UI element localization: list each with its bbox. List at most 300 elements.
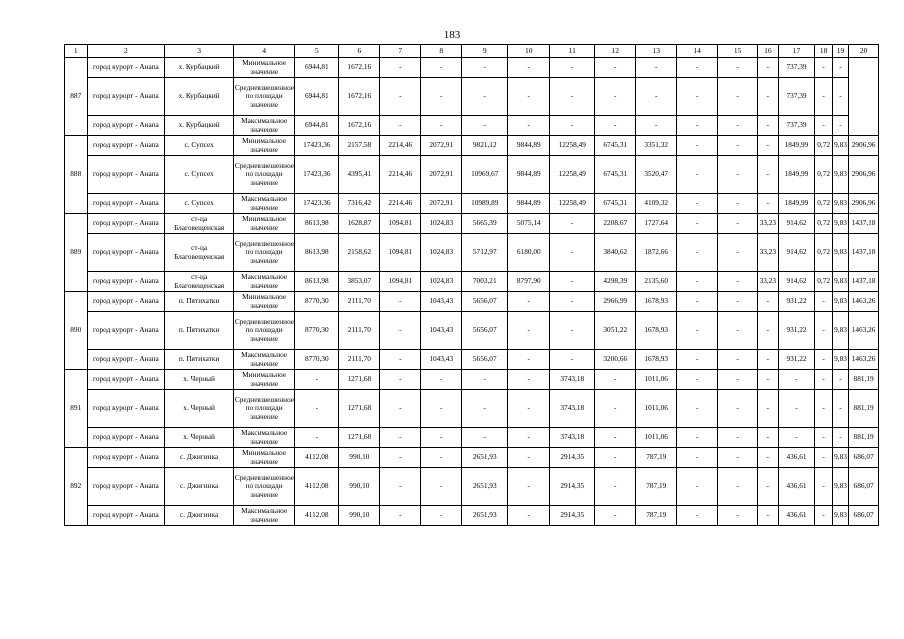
value-cell: - xyxy=(758,350,778,370)
value-cell: 4395,41 xyxy=(339,156,380,194)
value-cell: - xyxy=(718,156,758,194)
table-row xyxy=(65,370,879,390)
value-cell: 787,19 xyxy=(636,448,677,468)
value-type-cell: Средневзвешенное по площади значение xyxy=(233,234,294,272)
column-header: 6 xyxy=(339,45,380,58)
value-cell: - xyxy=(380,428,421,448)
value-cell: - xyxy=(758,58,778,78)
column-header: 7 xyxy=(380,45,421,58)
value-cell: - xyxy=(550,116,595,136)
settlement-cell: п. Пятихатки xyxy=(165,292,234,312)
page-number: 183 xyxy=(443,29,461,41)
value-cell: - xyxy=(550,234,595,272)
value-cell: 0,72 xyxy=(815,272,832,292)
value-cell: 1872,66 xyxy=(636,234,677,272)
value-cell: - xyxy=(718,390,758,428)
value-cell: 2906,96 xyxy=(849,194,879,214)
value-cell: 2214,46 xyxy=(380,156,421,194)
municipality-cell: город курорт - Анапа xyxy=(87,58,165,78)
value-cell: - xyxy=(758,116,778,136)
value-cell: 8613,98 xyxy=(295,272,339,292)
value-cell: 5656,07 xyxy=(462,350,508,370)
value-cell: 990,10 xyxy=(339,468,380,506)
value-cell: - xyxy=(550,272,595,292)
value-cell: - xyxy=(550,350,595,370)
value-cell: 4112,08 xyxy=(295,506,339,526)
value-cell: 1727,64 xyxy=(636,214,677,234)
value-cell: - xyxy=(718,272,758,292)
value-cell: 1678,93 xyxy=(636,350,677,370)
value-cell: - xyxy=(758,390,778,428)
value-cell: 2906,96 xyxy=(849,156,879,194)
column-header: 5 xyxy=(295,45,339,58)
value-cell: - xyxy=(508,312,550,350)
value-cell: 3743,18 xyxy=(550,428,595,448)
value-cell: - xyxy=(832,116,848,136)
settlement-cell: х. Черный xyxy=(165,428,234,448)
value-cell: - xyxy=(595,116,636,136)
value-cell: 1437,18 xyxy=(849,234,879,272)
value-cell: - xyxy=(380,78,421,116)
value-cell: 2966,99 xyxy=(595,292,636,312)
value-cell: 6745,31 xyxy=(595,156,636,194)
value-type-cell: Средневзвешенное по площади значение xyxy=(233,468,294,506)
settlement-cell: х. Курбацкий xyxy=(165,58,234,78)
value-cell: - xyxy=(421,428,462,448)
settlement-cell: х. Черный xyxy=(165,370,234,390)
value-cell: - xyxy=(550,78,595,116)
value-type-cell: Минимальное значение xyxy=(233,448,294,468)
value-cell: 9,83 xyxy=(832,136,848,156)
value-cell: - xyxy=(718,58,758,78)
value-cell: - xyxy=(677,370,718,390)
value-cell: - xyxy=(380,312,421,350)
value-cell: - xyxy=(815,58,832,78)
value-cell: 3743,18 xyxy=(550,390,595,428)
value-cell: 1043,43 xyxy=(421,292,462,312)
value-cell: 881,19 xyxy=(849,428,879,448)
value-cell: - xyxy=(718,116,758,136)
value-cell: 9,83 xyxy=(832,448,848,468)
value-cell: 931,22 xyxy=(778,292,815,312)
value-cell: 2135,60 xyxy=(636,272,677,292)
value-cell: - xyxy=(778,428,815,448)
value-cell: - xyxy=(677,390,718,428)
value-cell: - xyxy=(758,506,778,526)
value-cell: - xyxy=(677,214,718,234)
value-cell: 17423,36 xyxy=(295,156,339,194)
value-cell: - xyxy=(508,390,550,428)
value-cell: 2208,67 xyxy=(595,214,636,234)
value-cell: 9844,89 xyxy=(508,156,550,194)
value-cell: 1849,99 xyxy=(778,136,815,156)
settlement-cell: ст-ца Благовещенская xyxy=(165,234,234,272)
value-cell: 2111,70 xyxy=(339,312,380,350)
value-cell: 8613,98 xyxy=(295,214,339,234)
value-cell: - xyxy=(380,448,421,468)
value-cell: - xyxy=(832,390,848,428)
value-cell: 2072,91 xyxy=(421,194,462,214)
value-cell: 2072,91 xyxy=(421,136,462,156)
value-cell: - xyxy=(758,312,778,350)
municipality-cell: город курорт - Анапа xyxy=(87,214,165,234)
value-type-cell: Максимальное значение xyxy=(233,506,294,526)
value-cell: - xyxy=(550,58,595,78)
value-cell: - xyxy=(380,350,421,370)
value-cell: 1043,43 xyxy=(421,312,462,350)
value-cell: 3520,47 xyxy=(636,156,677,194)
settlement-cell: х. Курбацкий xyxy=(165,116,234,136)
value-cell: - xyxy=(380,370,421,390)
value-cell: - xyxy=(758,78,778,116)
municipality-cell: город курорт - Анапа xyxy=(87,116,165,136)
value-cell: - xyxy=(421,58,462,78)
value-cell: - xyxy=(508,78,550,116)
value-cell: 1849,99 xyxy=(778,156,815,194)
record-number-cell: 887 xyxy=(65,58,88,136)
value-cell: - xyxy=(508,58,550,78)
value-cell: 9844,89 xyxy=(508,194,550,214)
value-type-cell: Минимальное значение xyxy=(233,136,294,156)
column-header: 14 xyxy=(677,45,718,58)
value-cell: 1437,18 xyxy=(849,214,879,234)
municipality-cell: город курорт - Анапа xyxy=(87,350,165,370)
value-cell: - xyxy=(718,428,758,448)
settlement-cell: с. Джигинка xyxy=(165,448,234,468)
value-cell: 1849,99 xyxy=(778,194,815,214)
record-number-cell: 888 xyxy=(65,136,88,214)
value-cell: 1672,16 xyxy=(339,78,380,116)
value-cell: - xyxy=(677,292,718,312)
value-cell: - xyxy=(718,136,758,156)
value-cell: - xyxy=(462,58,508,78)
value-cell: 6944,81 xyxy=(295,78,339,116)
value-cell: - xyxy=(832,428,848,448)
value-type-cell: Средневзвешенное по площади значение xyxy=(233,78,294,116)
value-cell: 10989,89 xyxy=(462,194,508,214)
value-cell: - xyxy=(462,116,508,136)
value-cell: 33,23 xyxy=(758,234,778,272)
record-number-cell: 891 xyxy=(65,370,88,448)
value-cell: 0,72 xyxy=(815,214,832,234)
value-cell: 2651,93 xyxy=(462,506,508,526)
value-cell: 737,39 xyxy=(778,116,815,136)
column-header: 15 xyxy=(718,45,758,58)
value-cell: 1463,26 xyxy=(849,312,879,350)
value-type-cell: Минимальное значение xyxy=(233,58,294,78)
value-cell: - xyxy=(295,390,339,428)
value-cell: 737,39 xyxy=(778,78,815,116)
value-type-cell: Минимальное значение xyxy=(233,292,294,312)
value-cell: - xyxy=(550,214,595,234)
value-cell: - xyxy=(677,116,718,136)
value-cell: - xyxy=(718,194,758,214)
municipality-cell: город курорт - Анапа xyxy=(87,272,165,292)
value-cell: - xyxy=(508,370,550,390)
table-row xyxy=(65,448,879,468)
value-cell: - xyxy=(677,234,718,272)
value-cell: 686,07 xyxy=(849,506,879,526)
value-cell: 1437,18 xyxy=(849,272,879,292)
value-cell: 10969,67 xyxy=(462,156,508,194)
value-cell: - xyxy=(508,350,550,370)
value-cell: 5656,07 xyxy=(462,312,508,350)
value-cell: - xyxy=(421,448,462,468)
value-cell: 9,83 xyxy=(832,468,848,506)
value-cell: 2651,93 xyxy=(462,448,508,468)
value-cell: 6944,81 xyxy=(295,116,339,136)
value-cell: 6180,00 xyxy=(508,234,550,272)
value-cell: 1463,26 xyxy=(849,292,879,312)
value-cell: 1678,93 xyxy=(636,312,677,350)
value-cell: 3051,22 xyxy=(595,312,636,350)
value-cell: 8613,98 xyxy=(295,234,339,272)
value-cell: - xyxy=(758,448,778,468)
value-cell: - xyxy=(550,312,595,350)
value-cell: 5075,14 xyxy=(508,214,550,234)
settlement-cell: с. Джигинка xyxy=(165,506,234,526)
value-cell: - xyxy=(421,116,462,136)
value-cell: 3200,66 xyxy=(595,350,636,370)
settlement-cell: с. Супсех xyxy=(165,156,234,194)
value-cell: 2214,46 xyxy=(380,136,421,156)
value-cell: - xyxy=(508,116,550,136)
value-cell: 8797,90 xyxy=(508,272,550,292)
column-header: 4 xyxy=(233,45,294,58)
settlement-cell: ст-ца Благовещенская xyxy=(165,272,234,292)
value-cell: 787,19 xyxy=(636,468,677,506)
value-cell: 881,19 xyxy=(849,370,879,390)
value-cell: 914,62 xyxy=(778,272,815,292)
value-type-cell: Минимальное значение xyxy=(233,370,294,390)
value-cell: 2651,93 xyxy=(462,468,508,506)
value-cell: - xyxy=(595,58,636,78)
value-cell: 2914,35 xyxy=(550,506,595,526)
value-cell: - xyxy=(758,194,778,214)
table-row xyxy=(65,214,879,234)
value-cell: - xyxy=(636,58,677,78)
value-cell: - xyxy=(380,506,421,526)
value-cell: - xyxy=(718,506,758,526)
value-cell: - xyxy=(677,506,718,526)
value-cell: 1271,68 xyxy=(339,390,380,428)
value-cell: - xyxy=(462,428,508,448)
value-cell: 436,61 xyxy=(778,506,815,526)
column-header: 8 xyxy=(421,45,462,58)
table-row xyxy=(65,78,879,116)
value-cell: - xyxy=(758,136,778,156)
value-cell: - xyxy=(815,350,832,370)
municipality-cell: город курорт - Анапа xyxy=(87,156,165,194)
value-cell: 3351,32 xyxy=(636,136,677,156)
value-cell: - xyxy=(815,506,832,526)
value-cell: - xyxy=(758,292,778,312)
value-cell: 9821,12 xyxy=(462,136,508,156)
value-cell: - xyxy=(508,448,550,468)
municipality-cell: город курорт - Анапа xyxy=(87,428,165,448)
value-cell: - xyxy=(462,390,508,428)
value-cell: - xyxy=(718,448,758,468)
record-number-cell: 892 xyxy=(65,448,88,526)
value-cell: 9844,89 xyxy=(508,136,550,156)
municipality-cell: город курорт - Анапа xyxy=(87,390,165,428)
value-cell: 5656,07 xyxy=(462,292,508,312)
value-cell: 787,19 xyxy=(636,506,677,526)
value-cell: - xyxy=(718,312,758,350)
value-cell: - xyxy=(462,370,508,390)
table-row xyxy=(65,194,879,214)
table-body xyxy=(65,58,879,526)
value-cell: - xyxy=(677,468,718,506)
value-cell: - xyxy=(677,136,718,156)
value-cell: 9,83 xyxy=(832,272,848,292)
value-cell: 1271,68 xyxy=(339,370,380,390)
value-cell: 7003,21 xyxy=(462,272,508,292)
value-cell: - xyxy=(677,194,718,214)
value-cell: 9,83 xyxy=(832,234,848,272)
column-header: 3 xyxy=(165,45,234,58)
value-type-cell: Средневзвешенное по площади значение xyxy=(233,390,294,428)
value-cell: 17423,36 xyxy=(295,194,339,214)
value-cell: 914,62 xyxy=(778,234,815,272)
value-cell: - xyxy=(380,292,421,312)
value-cell: - xyxy=(636,116,677,136)
value-cell: 3853,07 xyxy=(339,272,380,292)
value-cell: 5712,97 xyxy=(462,234,508,272)
value-cell: - xyxy=(380,116,421,136)
column-header: 13 xyxy=(636,45,677,58)
settlement-cell: п. Пятихатки xyxy=(165,312,234,350)
value-cell: - xyxy=(815,448,832,468)
value-cell: 3840,62 xyxy=(595,234,636,272)
municipality-cell: город курорт - Анапа xyxy=(87,78,165,116)
value-cell: 9,83 xyxy=(832,350,848,370)
value-cell: 12258,49 xyxy=(550,194,595,214)
value-cell: - xyxy=(677,428,718,448)
value-cell: 436,61 xyxy=(778,448,815,468)
value-cell: 9,83 xyxy=(832,506,848,526)
value-cell: - xyxy=(778,390,815,428)
value-cell: - xyxy=(595,390,636,428)
value-cell: 33,23 xyxy=(758,214,778,234)
column-header: 2 xyxy=(87,45,165,58)
value-cell: - xyxy=(815,116,832,136)
municipality-cell: город курорт - Анапа xyxy=(87,292,165,312)
cadastral-value-table xyxy=(64,44,879,526)
value-cell: 6944,81 xyxy=(295,58,339,78)
value-cell: - xyxy=(718,350,758,370)
value-cell: 17423,36 xyxy=(295,136,339,156)
municipality-cell: город курорт - Анапа xyxy=(87,234,165,272)
value-cell: 1024,83 xyxy=(421,272,462,292)
value-cell: 931,22 xyxy=(778,350,815,370)
value-cell: - xyxy=(815,390,832,428)
value-cell: - xyxy=(508,428,550,448)
value-cell: 2072,91 xyxy=(421,156,462,194)
value-cell: 33,23 xyxy=(758,272,778,292)
table-row xyxy=(65,468,879,506)
value-cell: - xyxy=(595,468,636,506)
municipality-cell: город курорт - Анапа xyxy=(87,448,165,468)
value-type-cell: Максимальное значение xyxy=(233,116,294,136)
value-cell: 686,07 xyxy=(849,448,879,468)
table-row xyxy=(65,390,879,428)
record-number-cell: 890 xyxy=(65,292,88,370)
value-cell: 1271,68 xyxy=(339,428,380,448)
value-cell: 9,83 xyxy=(832,156,848,194)
value-cell: 2914,35 xyxy=(550,468,595,506)
value-cell: 6745,31 xyxy=(595,136,636,156)
value-cell: - xyxy=(508,468,550,506)
table-row xyxy=(65,156,879,194)
table-row xyxy=(65,428,879,448)
value-cell: - xyxy=(718,214,758,234)
value-cell: - xyxy=(677,78,718,116)
value-cell: - xyxy=(832,370,848,390)
table-row xyxy=(65,136,879,156)
value-cell: 0,72 xyxy=(815,234,832,272)
value-cell: 12258,49 xyxy=(550,136,595,156)
value-cell: 737,39 xyxy=(778,58,815,78)
column-header: 11 xyxy=(550,45,595,58)
value-cell: 686,07 xyxy=(849,468,879,506)
value-cell: - xyxy=(421,390,462,428)
value-cell: - xyxy=(595,370,636,390)
record-number-cell: 889 xyxy=(65,214,88,292)
value-cell: 6745,31 xyxy=(595,194,636,214)
value-cell: 9,83 xyxy=(832,292,848,312)
value-cell: - xyxy=(677,58,718,78)
value-type-cell: Средневзвешенное по площади значение xyxy=(233,312,294,350)
municipality-cell: город курорт - Анапа xyxy=(87,468,165,506)
value-cell: 1024,83 xyxy=(421,214,462,234)
value-type-cell: Средневзвешенное по площади значение xyxy=(233,156,294,194)
value-cell: 1024,83 xyxy=(421,234,462,272)
value-cell: 1011,06 xyxy=(636,428,677,448)
value-cell: 9,83 xyxy=(832,312,848,350)
column-header: 19 xyxy=(832,45,848,58)
value-cell: 8770,30 xyxy=(295,312,339,350)
column-header: 1 xyxy=(65,45,88,58)
value-cell: - xyxy=(815,78,832,116)
value-cell: - xyxy=(421,78,462,116)
value-cell: 1094,81 xyxy=(380,272,421,292)
value-cell: - xyxy=(778,370,815,390)
value-cell: 931,22 xyxy=(778,312,815,350)
value-cell: 3743,18 xyxy=(550,370,595,390)
value-cell: - xyxy=(758,156,778,194)
value-cell: 8770,30 xyxy=(295,292,339,312)
table-row xyxy=(65,234,879,272)
value-cell: 1043,43 xyxy=(421,350,462,370)
value-cell: - xyxy=(815,292,832,312)
value-cell: 1011,06 xyxy=(636,390,677,428)
value-cell: 4298,39 xyxy=(595,272,636,292)
table-row xyxy=(65,292,879,312)
column-header: 17 xyxy=(778,45,815,58)
value-cell: - xyxy=(677,156,718,194)
value-cell: 1672,16 xyxy=(339,116,380,136)
value-cell: - xyxy=(815,468,832,506)
value-cell: 1094,81 xyxy=(380,214,421,234)
value-cell: 4109,32 xyxy=(636,194,677,214)
value-cell: 2906,96 xyxy=(849,136,879,156)
value-cell: - xyxy=(421,468,462,506)
value-cell: - xyxy=(295,428,339,448)
value-cell: - xyxy=(508,506,550,526)
value-cell: - xyxy=(462,78,508,116)
value-cell: - xyxy=(636,78,677,116)
